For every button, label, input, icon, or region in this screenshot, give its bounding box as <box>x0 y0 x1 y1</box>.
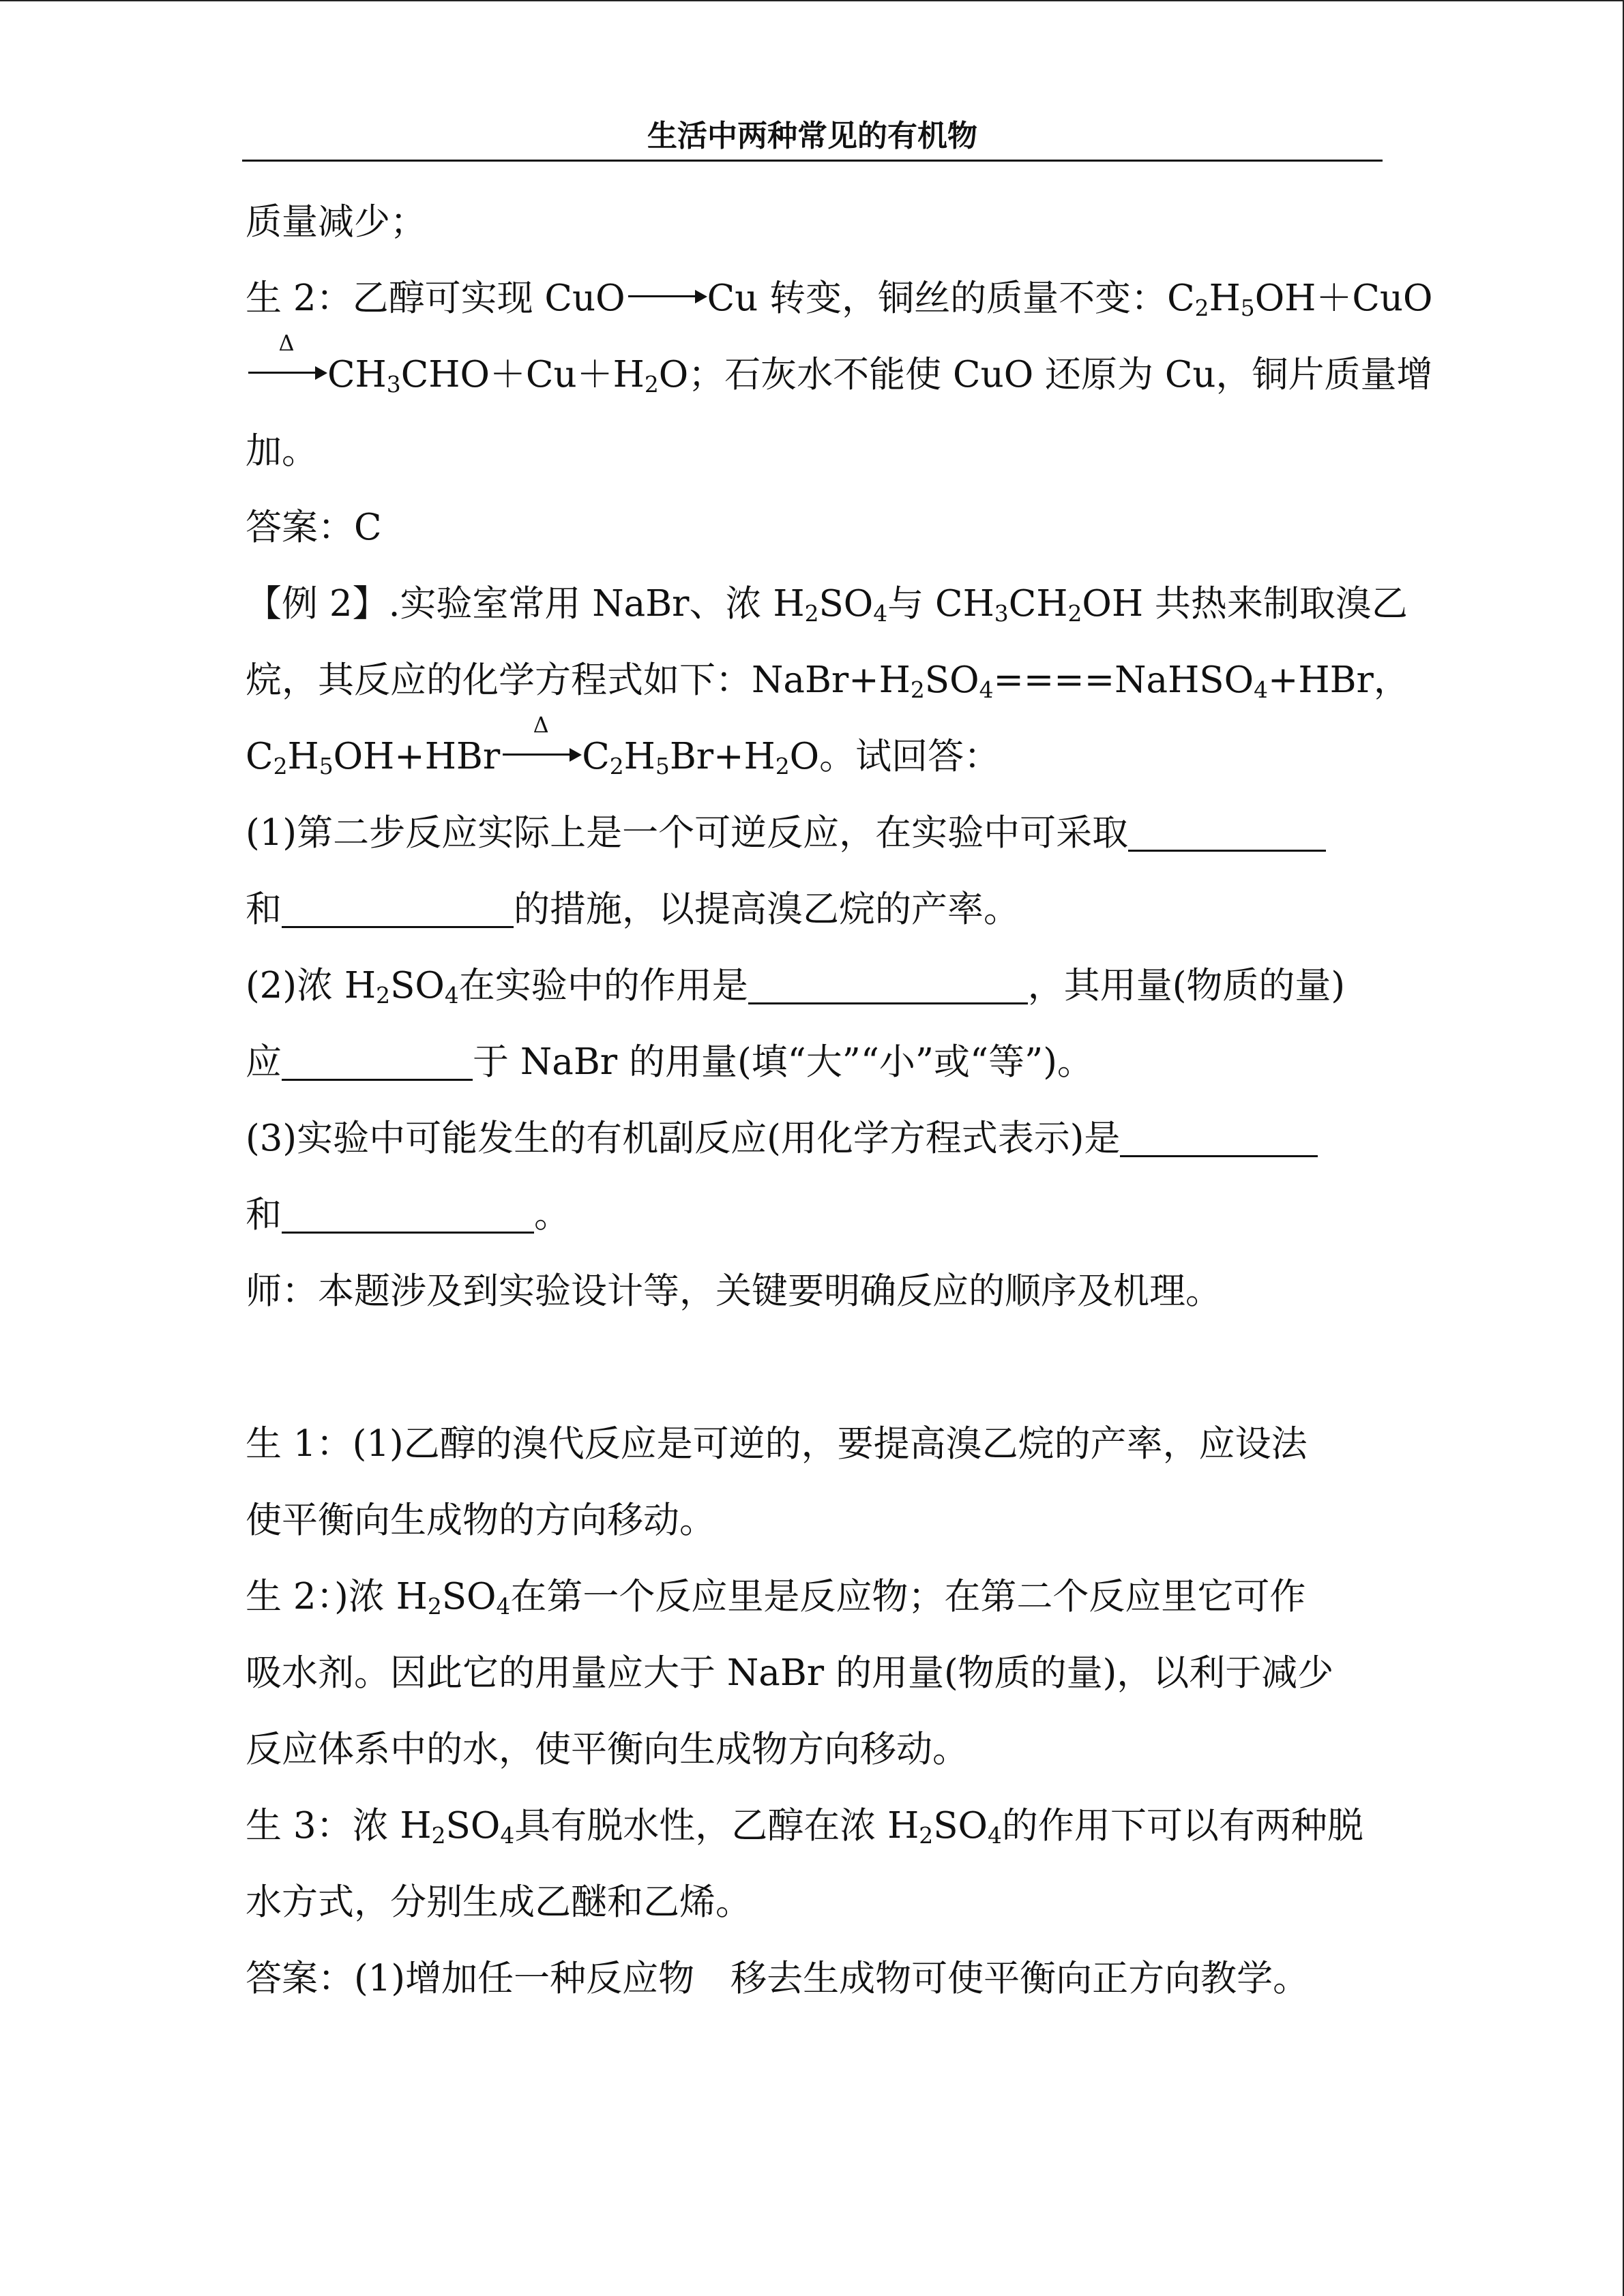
text-line: 生 2：乙醇可实现 CuO Cu 转变，铜丝的质量不变：$C_2H_5OH+CuO$ <box>246 278 1433 322</box>
answer-blank[interactable] <box>1120 1113 1318 1157</box>
text-line: 吸水剂。因此它的用量应大于 NaBr 的用量(物质的量)，以利于减少 <box>246 1652 1334 1694</box>
teacher-line: 师：本题涉及到实验设计等，关键要明确反应的顺序及机理。 <box>246 1270 1222 1312</box>
reaction-arrow-heat: Δ <box>500 739 582 766</box>
question-3-line: (3)实验中可能发生的有机副反应(用化学方程式表示)是 <box>246 1101 1378 1177</box>
text-line: 和 。 <box>246 1177 1378 1253</box>
text-line: 反应体系中的水，使平衡向生成物方向移动。 <box>246 1729 969 1770</box>
student-1-line: 生 1：(1)乙醇的溴代反应是可逆的，要提高溴乙烷的产率，应设法 <box>246 1423 1308 1465</box>
text-line: 应 于 NaBr 的用量(填“大”“小”或“等”)。 <box>246 1024 1378 1101</box>
answer-line: 答案：(1)增加任一种反应物 移去生成物可使平衡向正方向教学。 <box>246 1958 1310 1999</box>
text-line: 质量减少； <box>246 201 426 243</box>
text-line: 加。 <box>246 430 318 472</box>
student-2-line: 生 2：)浓 $H_2SO_4$在第一个反应里是反应物；在第二个反应里它可作 <box>246 1576 1306 1620</box>
document-body <box>246 184 1433 2017</box>
text-line: 烷，其反应的化学方程式如下：$NaBr+H_2SO_4====NaHSO_4+HBr$， <box>246 659 1410 704</box>
answer-blank[interactable] <box>282 1037 473 1081</box>
question-1-line: (1)第二步反应实际上是一个可逆反应，在实验中可采取 <box>246 795 1378 871</box>
text-line: 水方式，分别生成乙醚和乙烯。 <box>246 1881 752 1923</box>
reaction-arrow <box>625 280 707 308</box>
answer-line: 答案：C <box>246 507 382 548</box>
answer-blank[interactable] <box>282 1189 534 1234</box>
example-2-line: 【例 2】.实验室常用 NaBr、浓 $H_2SO_4$与 $CH_3CH_2OH$ 共热来制取溴乙 <box>246 583 1408 627</box>
text-line: 使平衡向生成物的方向移动。 <box>246 1500 715 1541</box>
text-line: Δ $CH_3CHO+Cu+H_2O$；石灰水不能使 CuO 还原为 Cu，铜片质量增 <box>246 337 1378 413</box>
text-line: 和 的措施，以提高溴乙烷的产率。 <box>246 871 1378 948</box>
answer-blank[interactable] <box>282 884 514 928</box>
header-rule <box>242 160 1383 162</box>
answer-blank[interactable] <box>748 960 1028 1004</box>
student-3-line: 生 3：浓 $H_2SO_4$具有脱水性，乙醇在浓 $H_2SO_4$的作用下可以有两种脱 <box>246 1805 1363 1849</box>
question-2-line: (2)浓 $H_2SO_4$在实验中的作用是 ，其用量(物质的量) <box>246 948 1378 1024</box>
reaction-arrow-heat: Δ <box>246 357 327 384</box>
text-line: $C_2H_5OH+HBr$ Δ $C_2H_5Br+H_2O$。试回答： <box>246 712 1001 780</box>
answer-blank[interactable] <box>1128 807 1326 852</box>
page-header-title: 生活中两种常见的有机物 <box>647 119 977 153</box>
